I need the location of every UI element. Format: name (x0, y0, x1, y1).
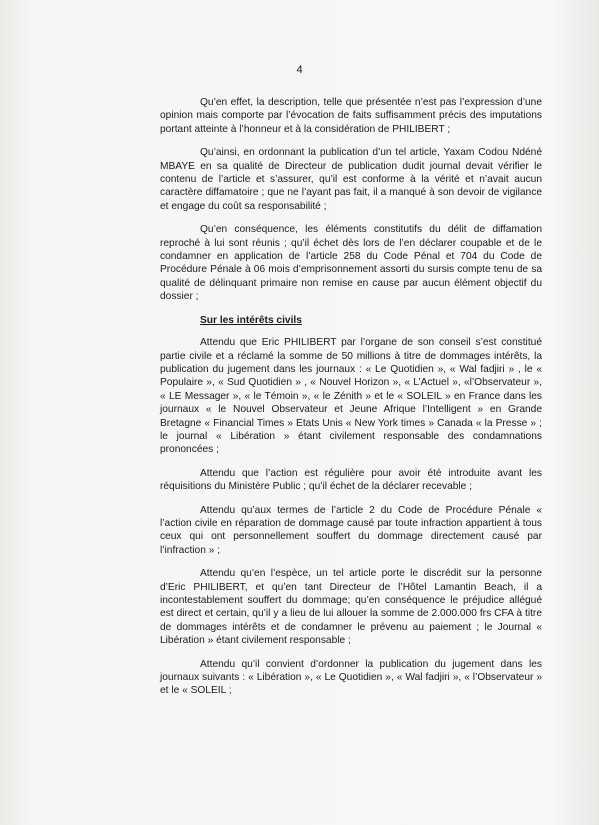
paragraph: Attendu qu’aux termes de l’article 2 du Code de Procédure Pénale « l’action civile en réparation de dommage causé par toute infraction appartient à tous ceux qui ont personnellement souffert du dommage directement causé par l’infraction » ; (160, 504, 542, 556)
paragraph: Attendu que Eric PHILIBERT par l’organe de son conseil s’est constitué partie civile et a réclamé la somme de 50 millions à titre de dommages intérêts, la publication du jugement dans les journaux : « Le Quotidien », « Wal fadjiri » , le « Populaire », « Sud Quotidien » , « Nouvel Horizon », « L’Actuel », «l’Observateur », « LE Messager », « le Témoin », « le Zénith » et le « SOLEIL » en France dans les journaux « le Nouvel Observateur et Jeune Afrique l’Intelligent » en Grande Bretagne « Financial Times » Etats Unis « New York times » Canada « la Presse » ; le journal « Libération » étant civilement responsable des condamnations prononcées ; (160, 337, 542, 456)
paragraph: Qu’ainsi, en ordonnant la publication d’un tel article, Yaxam Codou Ndéné MBAYE en sa qualité de Directeur de publication dudit journal devait vérifier le contenu de l’article et s’assurer, qu’il est conforme à la vérité et n’avait aucun caractère diffamatoire ; que ne l’ayant pas fait, il a manqué à son devoir de vigilance et engage du coût sa responsabilité ; (160, 147, 542, 212)
paragraph: Qu’en conséquence, les éléments constitutifs du délit de diffamation reproché à lui sont réunis ; qu’il échet dès lors de l’en déclarer coupable et de le condamner en application de l’article 258 du Code Pénal et 704 du Code de Procédure Pénale à 06 mois d’emprisonnement assorti du sursis compte tenu de sa qualité de délinquant primaire non remise en cause par aucun élément objectif du dossier ; (160, 224, 542, 303)
section-heading: Sur les intérêts civils (200, 314, 302, 326)
document-body (160, 96, 542, 698)
paragraph: Attendu que l’action est régulière pour avoir été introduite avant les réquisitions du Ministère Public ; qu’il échet de la déclarer recevable ; (160, 467, 542, 493)
paragraph: Qu’en effet, la description, telle que présentée n’est pas l’expression d’une opinion mais comporte par l’évocation de faits suffisamment précis des imputations portant atteinte à l’honneur et à la considération de PHILIBERT ; (160, 97, 542, 135)
paragraph: Attendu qu’il convient d’ordonner la publication du jugement dans les journaux suivants : « Libération », « Le Quotidien », « Wal fadjiri », « l’Observateur » et le « SOLEIL ; (160, 658, 542, 697)
paragraph: Attendu qu’en l’espèce, un tel article porte le discrédit sur la personne d’Eric PHILIBERT, et qu’en tant Directeur de l’Hôtel Lamantin Beach, il a incontestablement souffert du dommage; qu’en conséquence le préjudice allégué est direct et certain, qu’il y a lieu de lui allouer la somme de 2.000.000 frs CFA à titre de dommages intérêts et de condamner le prévenu au paiement ; le Journal « Libération » étant civilement responsable ; (160, 568, 542, 647)
page-number: 4 (296, 64, 303, 76)
